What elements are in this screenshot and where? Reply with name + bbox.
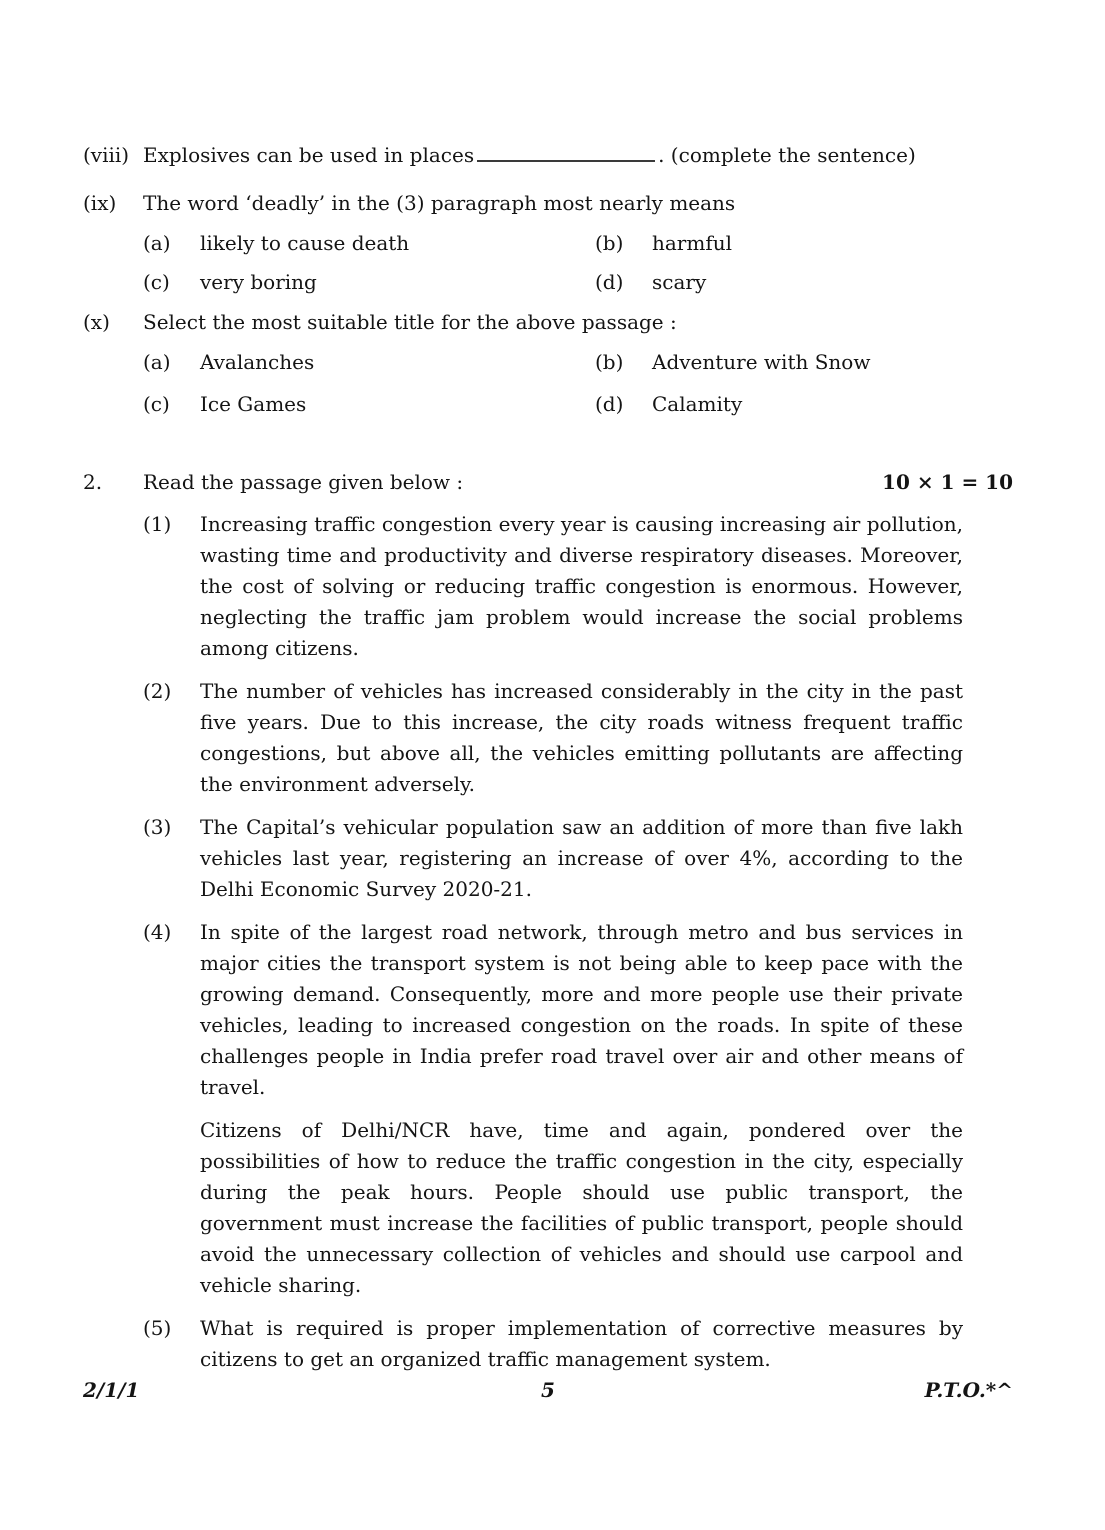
option-x-c-label: (c) <box>143 392 170 416</box>
question-ix-label: (ix) <box>83 191 117 215</box>
option-ix-a-text: likely to cause death <box>200 231 410 255</box>
question-viii-text-after: . (complete the sentence) <box>658 143 916 167</box>
paragraph-2-text: The number of vehicles has increased considerably in the city in the past five years. Due to this increase, the city roads witness frequent traffic congestions, but above all, the vehicles emitting pollutants are affecting the environment adversely. <box>200 679 963 796</box>
option-ix-c <box>143 267 595 297</box>
option-x-c <box>143 389 595 419</box>
option-x-d <box>595 389 1013 419</box>
fill-in-blank-line <box>477 146 655 162</box>
question-2-marks: 10 × 1 = 10 <box>882 470 1013 494</box>
passage-paragraph-5 <box>143 1313 1013 1375</box>
option-x-a-label: (a) <box>143 350 171 374</box>
option-x-c-text: Ice Games <box>200 392 307 416</box>
question-ix <box>83 188 1013 218</box>
paragraph-3-text: The Capital’s vehicular population saw an addition of more than five lakh vehicles last year, registering an increase of over 4%, according to the Delhi Economic Survey 2020-21. <box>200 815 963 901</box>
option-ix-c-text: very boring <box>200 270 317 294</box>
paragraph-5-text: What is required is proper implementation of corrective measures by citizens to get an organized traffic management system. <box>200 1316 963 1371</box>
paper-code: 2/1/1 <box>83 1378 140 1402</box>
question-2-heading <box>83 467 1013 497</box>
option-ix-b <box>595 228 1013 258</box>
pto-marker: P.T.O.*^ <box>924 1378 1013 1402</box>
paragraph-2-label: (2) <box>143 679 172 703</box>
passage-paragraph-2 <box>143 676 1013 800</box>
question-x-text: Select the most suitable title for the above passage : <box>143 310 677 334</box>
option-x-d-text: Calamity <box>652 392 743 416</box>
option-ix-d-label: (d) <box>595 270 624 294</box>
paragraph-4-continued-label <box>143 1115 200 1301</box>
option-ix-d-text: scary <box>652 270 707 294</box>
question-viii <box>83 140 1013 170</box>
option-ix-b-label: (b) <box>595 231 624 255</box>
paragraph-4-text: In spite of the largest road network, through metro and bus services in major cities the transport system is not being able to keep pace with the growing demand. Consequently, more and more people use their private vehicles, leading to increased congestion on the roads. In spite of these challenges people in India prefer road travel over air and other means of travel. <box>200 920 963 1099</box>
paragraph-3-label: (3) <box>143 815 172 839</box>
passage-paragraph-1 <box>143 509 1013 664</box>
option-x-b <box>595 347 1013 377</box>
passage-paragraph-3 <box>143 812 1013 905</box>
option-x-b-text: Adventure with Snow <box>652 350 871 374</box>
question-x <box>83 307 1013 337</box>
question-viii-text <box>143 140 1013 170</box>
paragraph-4-label: (4) <box>143 920 172 944</box>
paragraph-1-label: (1) <box>143 512 172 536</box>
option-ix-d <box>595 267 1013 297</box>
passage-paragraph-4 <box>143 917 1013 1103</box>
question-viii-label: (viii) <box>83 143 130 167</box>
question-2-number: 2. <box>83 470 103 494</box>
option-x-a <box>143 347 595 377</box>
option-x-d-label: (d) <box>595 392 624 416</box>
option-ix-b-text: harmful <box>652 231 733 255</box>
passage-paragraph-4-continued <box>143 1115 1013 1301</box>
question-2-instruction: Read the passage given below : <box>143 470 464 494</box>
paragraph-1-text: Increasing traffic congestion every year is causing increasing air pollution, wasting time and productivity and diverse respiratory diseases. Moreover, the cost of solving or reducing traffic congestion is enormous. However, neglecting the traffic jam problem would increase the social problems among citizens. <box>200 512 963 660</box>
option-x-b-label: (b) <box>595 350 624 374</box>
option-x-a-text: Avalanches <box>200 350 315 374</box>
option-ix-c-label: (c) <box>143 270 170 294</box>
paragraph-5-label: (5) <box>143 1316 172 1340</box>
question-ix-text: The word ‘deadly’ in the (3) paragraph most nearly means <box>143 191 736 215</box>
page-number: 5 <box>541 1378 555 1402</box>
option-ix-a-label: (a) <box>143 231 171 255</box>
question-x-options <box>143 347 1013 419</box>
question-viii-text-before: Explosives can be used in places <box>143 143 475 167</box>
question-ix-options <box>143 228 1013 297</box>
option-ix-a <box>143 228 595 258</box>
paragraph-4-continued-text: Citizens of Delhi/NCR have, time and again, pondered over the possibilities of how to reduce the traffic congestion in the city, especially during the peak hours. People should use public transport, the government must increase the facilities of public transport, people should avoid the unnecessary collection of vehicles and should use carpool and vehicle sharing. <box>200 1118 963 1297</box>
question-x-label: (x) <box>83 310 110 334</box>
